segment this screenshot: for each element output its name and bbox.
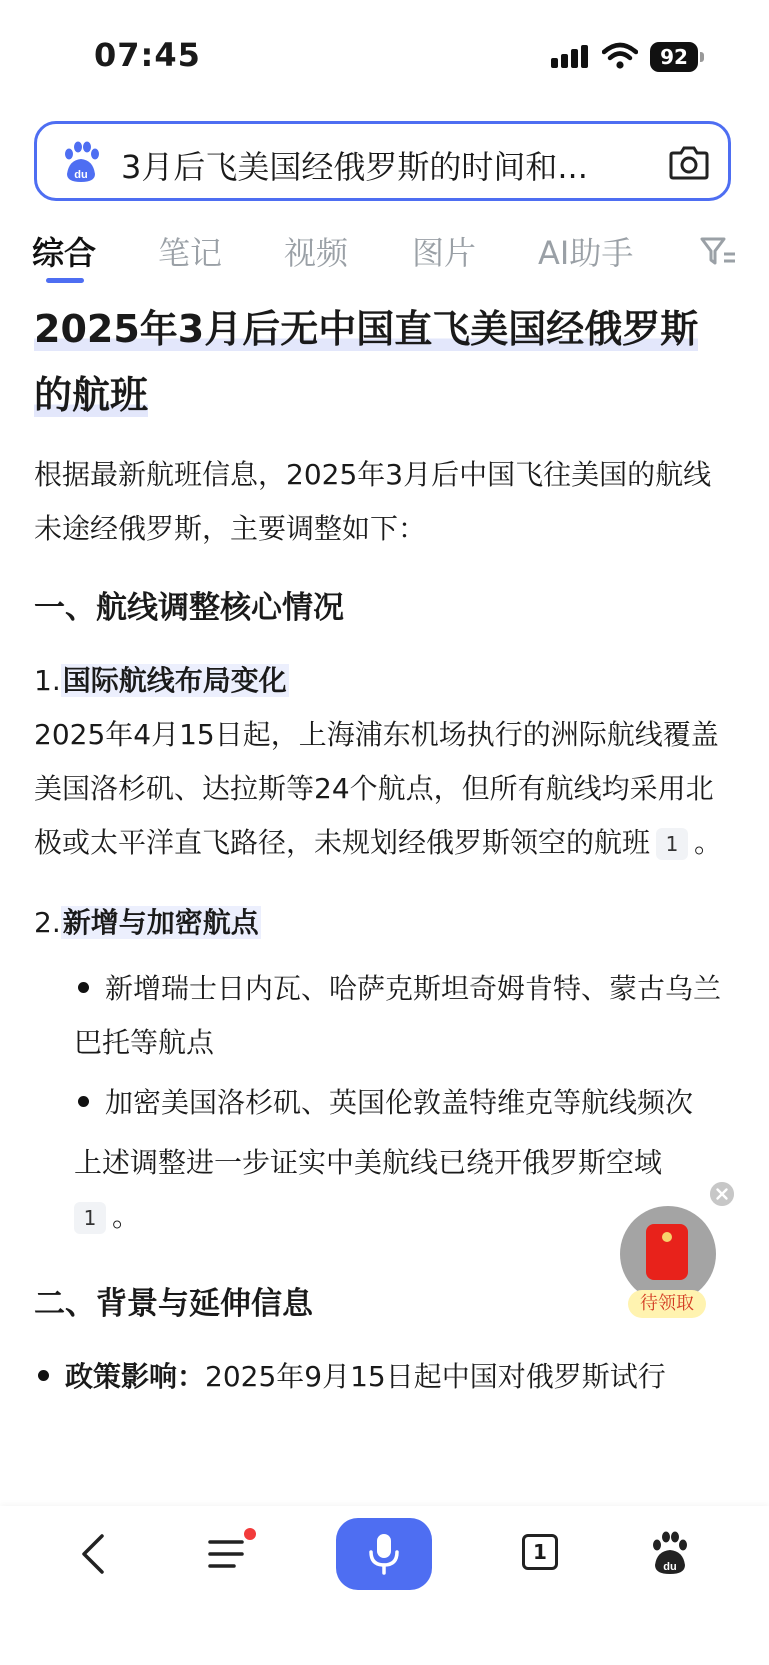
item-paragraph xyxy=(34,708,734,870)
camera-icon[interactable] xyxy=(667,140,711,184)
punctuation: 。 xyxy=(694,826,723,859)
red-packet-label: 待领取 xyxy=(628,1290,706,1318)
tab-comprehensive[interactable]: 综合 xyxy=(32,234,97,272)
intro-paragraph: 根据最新航班信息，2025年3月后中国飞往美国的航线未途经俄罗斯，主要调整如下： xyxy=(34,458,712,545)
item-number: 1. xyxy=(34,664,61,697)
battery-tip xyxy=(700,52,704,62)
item-title: 新增与加密航点 xyxy=(62,906,259,939)
search-input[interactable]: 3月后飞美国经俄罗斯的时间和... xyxy=(121,148,588,186)
close-icon[interactable] xyxy=(710,1182,734,1206)
tab-images[interactable]: 图片 xyxy=(412,234,477,272)
envelope-seal xyxy=(662,1232,672,1242)
punctuation: 。 xyxy=(112,1200,141,1233)
item-heading xyxy=(34,654,734,708)
item-number: 2. xyxy=(34,906,61,939)
result-tabs xyxy=(0,222,769,284)
notification-dot xyxy=(244,1528,256,1540)
list-item-text: 新增瑞士日内瓦、哈萨克斯坦奇姆肯特、蒙古乌兰巴托等航点 xyxy=(74,972,722,1059)
item-heading xyxy=(34,896,734,950)
item-body: 2025年4月15日起，上海浦东机场执行的洲际航线覆盖美国洛杉矶、达拉斯等24个航点，但所有航线均采用北极或太平洋直飞路径，未规划经俄罗斯领空的航班 xyxy=(34,718,719,859)
citation-badge[interactable]: 1 xyxy=(656,828,688,860)
citation-badge[interactable]: 1 xyxy=(74,1202,106,1234)
tab-notes[interactable]: 笔记 xyxy=(158,234,223,272)
bullet-dot xyxy=(38,1370,49,1381)
list-item xyxy=(74,962,734,1070)
filter-icon[interactable] xyxy=(700,236,736,268)
baidu-home-icon[interactable] xyxy=(648,1530,692,1576)
back-icon[interactable] xyxy=(76,1532,112,1576)
battery-level: 92 xyxy=(650,42,698,72)
baidu-paw-icon xyxy=(59,140,103,184)
headline-text: 2025年3月后无中国直飞美国经俄罗斯的航班 xyxy=(34,307,699,417)
page-title xyxy=(34,296,734,428)
status-bar xyxy=(0,0,769,110)
tab-videos[interactable]: 视频 xyxy=(284,234,349,272)
bullet-dot xyxy=(78,1096,89,1107)
bottom-navigation xyxy=(0,1506,769,1665)
battery-indicator xyxy=(650,42,704,72)
answer-content xyxy=(34,296,734,1504)
tab-ai-assistant[interactable]: AI助手 xyxy=(538,234,634,272)
section-heading: 二、背景与延伸信息 xyxy=(34,1286,313,1322)
list-item-text: 2025年9月15日起中国对俄罗斯试行 xyxy=(205,1360,666,1393)
menu-icon[interactable] xyxy=(208,1536,248,1572)
bullet-dot xyxy=(78,982,89,993)
active-tab-indicator xyxy=(46,278,84,283)
status-time: 07:45 xyxy=(94,36,201,74)
bullet-list xyxy=(74,962,734,1130)
wifi-icon xyxy=(602,42,638,70)
tab-switcher-button[interactable]: 1 xyxy=(522,1534,558,1570)
svg-text:du: du xyxy=(663,1561,677,1573)
note-text: 上述调整进一步证实中美航线已绕开俄罗斯空域 xyxy=(74,1146,663,1179)
red-packet-widget[interactable] xyxy=(618,1206,718,1316)
svg-text:du: du xyxy=(74,169,88,181)
list-item xyxy=(74,1076,734,1130)
search-bar[interactable] xyxy=(34,121,731,201)
list-item-label: 政策影响： xyxy=(65,1360,206,1393)
list-item-text: 加密美国洛杉矶、英国伦敦盖特维克等航线频次 xyxy=(105,1086,694,1119)
list-item xyxy=(34,1350,734,1404)
item-title: 国际航线布局变化 xyxy=(62,664,287,697)
voice-search-button[interactable] xyxy=(336,1518,432,1590)
microphone-icon xyxy=(366,1532,402,1576)
section-heading: 一、航线调整核心情况 xyxy=(34,590,344,626)
cellular-signal-icon xyxy=(550,44,590,70)
